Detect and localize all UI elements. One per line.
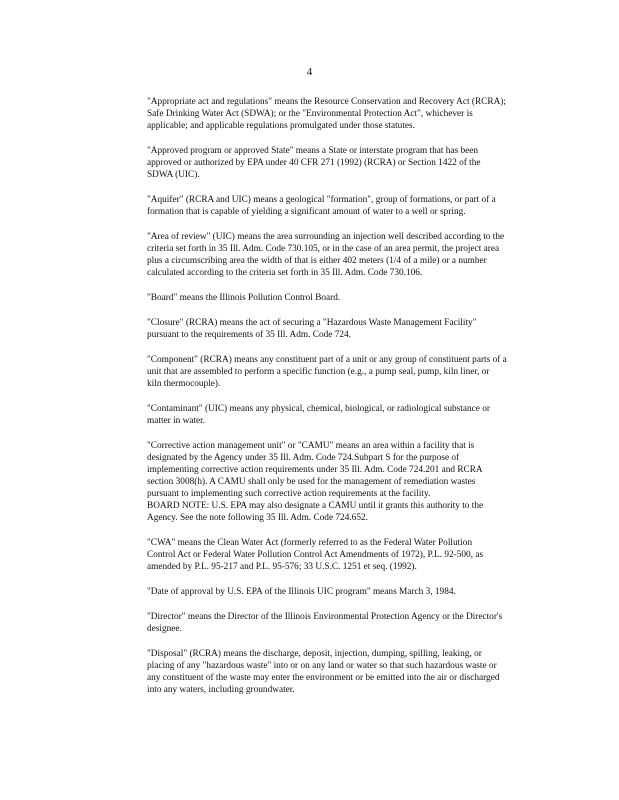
definition-paragraph-closure: [147, 317, 527, 341]
text-line: matter in water.: [147, 416, 206, 426]
text-line: designee.: [147, 624, 182, 634]
text-line: Agency. See the note following 35 Ill. Adm. Code 724.652.: [147, 513, 368, 523]
text-line: any constituent of the waste may enter the environment or be emitted into the air or discharged: [147, 673, 500, 683]
text-line: "Aquifer" (RCRA and UIC) means a geological "formation", group of formations, or part of a: [147, 195, 496, 205]
text-line: Control Act or Federal Water Pollution Control Act Amendments of 1972), P.L. 92-500, as: [147, 550, 484, 560]
text-line: pursuant to the requirements of 35 Ill. Adm. Code 724.: [147, 330, 351, 340]
text-line: criteria set forth in 35 Ill. Adm. Code 730.105, or in the case of an area permit, the project area: [147, 244, 500, 254]
text-line: section 3008(h). A CAMU shall only be used for the management of remediation wastes: [147, 477, 476, 487]
text-line: formation that is capable of yielding a significant amount of water to a well or spring.: [147, 207, 466, 217]
text-line: amended by P.L. 95-217 and P.L. 95-576; 33 U.S.C. 1251 et seq. (1992).: [147, 562, 417, 572]
text-line: Safe Drinking Water Act (SDWA); or the "Environmental Protection Act", whichever is: [147, 109, 473, 119]
definition-paragraph-component: [147, 354, 527, 390]
definition-paragraph-director: [147, 611, 527, 635]
text-line: "Appropriate act and regulations" means the Resource Conservation and Recovery Act (RCRA);: [147, 97, 506, 107]
definition-paragraph-cwa: [147, 537, 527, 573]
text-line: into any waters, including groundwater.: [147, 685, 295, 695]
definition-paragraph-appropriate-act: [147, 96, 527, 132]
text-line: "Contaminant" (UIC) means any physical, chemical, biological, or radiological substance or: [147, 404, 490, 414]
text-line: approved or authorized by EPA under 40 CFR 271 (1992) (RCRA) or Section 1422 of the: [147, 158, 481, 168]
text-line: "Board" means the Illinois Pollution Control Board.: [147, 293, 341, 303]
text-line: "Component" (RCRA) means any constituent part of a unit or any group of constituent parts of a: [147, 355, 507, 365]
text-line: implementing corrective action requirements under 35 Ill. Adm. Code 724.201 and RCRA: [147, 465, 483, 475]
definition-paragraph-disposal: [147, 648, 527, 696]
text-line: unit that are assembled to perform a specific function (e.g., a pump seal, pump, kiln liner, or: [147, 367, 490, 377]
text-line: BOARD NOTE: U.S. EPA may also designate a CAMU until it grants this authority to the: [147, 501, 484, 511]
definition-paragraph-aquifer: [147, 194, 527, 218]
text-line: kiln thermocouple).: [147, 379, 221, 389]
text-line: SDWA (UIC).: [147, 170, 200, 180]
text-line: "Closure" (RCRA) means the act of securing a "Hazardous Waste Management Facility": [147, 318, 477, 328]
definition-paragraph-area-of-review: [147, 231, 527, 279]
text-line: placing of any "hazardous waste" into or on any land or water so that such hazardous waste or: [147, 661, 497, 671]
definition-paragraph-board: [147, 292, 527, 304]
definition-paragraph-date-of-approval: [147, 586, 527, 598]
text-line: applicable; and applicable regulations promulgated under those statutes.: [147, 121, 415, 131]
text-line: "Corrective action management unit" or "CAMU" means an area within a facility that is: [147, 441, 475, 451]
text-line: calculated according to the criteria set forth in 35 Ill. Adm. Code 730.106.: [147, 268, 423, 278]
document-body: [147, 96, 527, 709]
text-line: "CWA" means the Clean Water Act (formerly referred to as the Federal Water Pollution: [147, 538, 473, 548]
definition-paragraph-approved-program: [147, 145, 527, 181]
definition-paragraph-camu: [147, 440, 527, 524]
text-line: "Area of review" (UIC) means the area surrounding an injection well described according to the: [147, 232, 505, 242]
text-line: "Approved program or approved State" means a State or interstate program that has been: [147, 146, 479, 156]
definition-paragraph-contaminant: [147, 403, 527, 427]
text-line: designated by the Agency under 35 Ill. Adm. Code 724.Subpart S for the purpose of: [147, 453, 460, 463]
text-line: "Director" means the Director of the Illinois Environmental Protection Agency or the Director's: [147, 612, 503, 622]
text-line: "Date of approval by U.S. EPA of the Illinois UIC program" means March 3, 1984.: [147, 587, 456, 597]
text-line: pursuant to implementing such corrective action requirements at the facility.: [147, 489, 431, 499]
page-number: 4: [306, 66, 313, 78]
text-line: plus a circumscribing area the width of that is either 402 meters (1/4 of a mile) or a number: [147, 256, 487, 266]
text-line: "Disposal" (RCRA) means the discharge, deposit, injection, dumping, spilling, leaking, or: [147, 649, 482, 659]
